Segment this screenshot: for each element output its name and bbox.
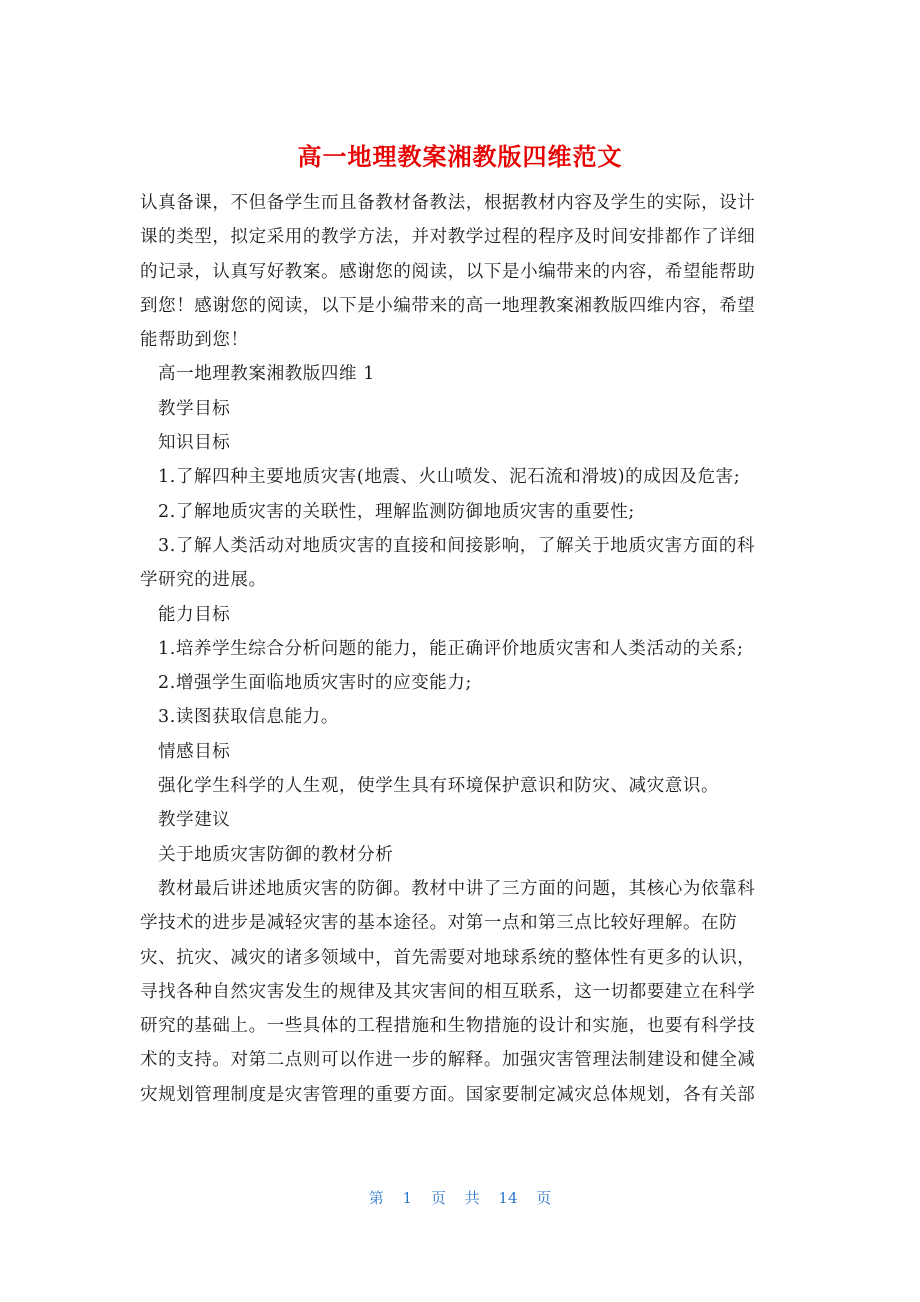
- subheading: 知识目标: [158, 433, 231, 454]
- page-number-footer: [0, 1186, 920, 1210]
- subheading: 教学目标: [158, 398, 231, 419]
- body-paragraph: 强化学生科学的人生观，使学生具有环境保护意识和防灾、减灾意识。: [158, 776, 720, 797]
- subheading: 情感目标: [158, 741, 231, 762]
- list-item: 2.增强学生面临地质灾害时的应变能力;: [158, 673, 472, 694]
- document-title: 高一地理教案湘教版四维范文: [297, 143, 623, 171]
- list-item: 1.培养学生综合分析问题的能力，能正确评价地质灾害和人类活动的关系;: [158, 638, 744, 659]
- list-item: 3.了解人类活动对地质灾害的直接和间接影响，了解关于地质灾害方面的科学研究的进展。: [140, 535, 756, 591]
- list-item: 2.了解地质灾害的关联性，理解监测防御地质灾害的重要性;: [158, 501, 635, 522]
- document-body: [140, 186, 772, 1112]
- list-item: 1.了解四种主要地质灾害(地震、火山喷发、泥石流和滑坡)的成因及危害;: [158, 467, 741, 488]
- subheading: 能力目标: [158, 604, 231, 625]
- list-item: 3.读图获取信息能力。: [158, 707, 339, 728]
- current-page-number: 1: [402, 1189, 413, 1207]
- total-page-count: 14: [498, 1189, 518, 1207]
- subheading: 教学建议: [158, 810, 231, 831]
- section-heading: 高一地理教案湘教版四维 1: [158, 364, 375, 385]
- body-paragraph: 教材最后讲述地质灾害的防御。教材中讲了三方面的问题，其核心为依靠科学技术的进步是减轻灾害的基本途径。对第一点和第三点比较好理解。在防灾、抗灾、减灾的诸多领域中，首先需要对地球系统的整体性有更多的认识，寻找各种自然灾害发生的规律及其灾害间的相互联系，这一切都要建立在科学研究的基础上。一些具体的工程措施和生物措施的设计和实施，也要有科学技术的支持。对第二点则可以作进一步的解释。加强灾害管理法制建设和健全减灾规划管理制度是灾害管理的重要方面。国家要制定减灾总体规划，各有关部: [140, 878, 756, 1105]
- total-unit: 页: [536, 1189, 552, 1207]
- page-unit: 页: [430, 1189, 446, 1207]
- subheading: 关于地质灾害防御的教材分析: [158, 844, 394, 865]
- total-label: 共: [464, 1189, 480, 1207]
- page-label: 第: [368, 1189, 384, 1207]
- intro-paragraph: 认真备课，不但备学生而且备教材备教法，根据教材内容及学生的实际，设计课的类型，拟定采用的教学方法，并对教学过程的程序及时间安排都作了详细的记录，认真写好教案。感谢您的阅读，以下是小编带来的内容，希望能帮助到您！感谢您的阅读，以下是小编带来的高一地理教案湘教版四维内容，希望能帮助到您！: [140, 193, 756, 351]
